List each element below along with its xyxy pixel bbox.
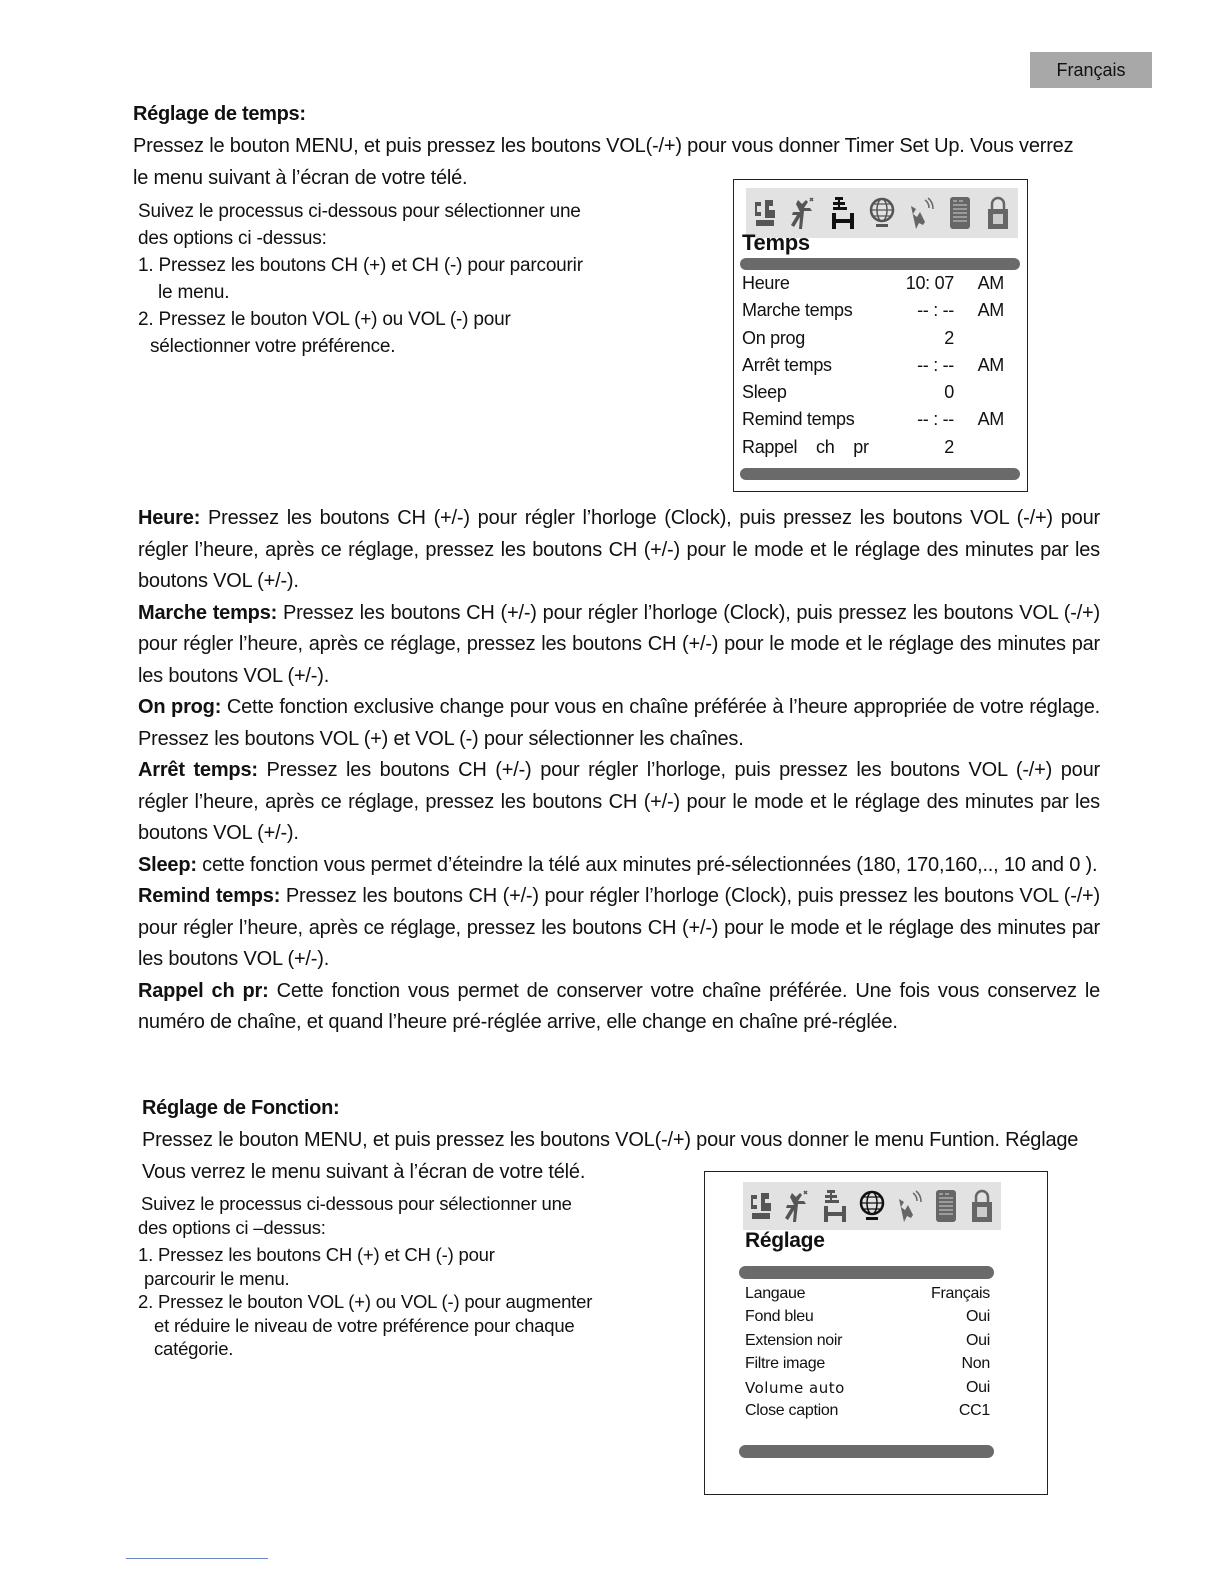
- timer-icon: [828, 193, 858, 233]
- osd-title: Temps: [742, 230, 810, 255]
- desc-text: cette fonction vous permet d’éteindre la télé aux minutes pré-sélectionnées (180, 170,160,.., 10 and 0 ).: [196, 853, 1098, 876]
- row-value: 10: 07: [905, 273, 954, 293]
- desc-item: [138, 881, 1100, 976]
- menu-top-bar: [739, 1266, 994, 1279]
- step-text: 1. Pressez les boutons CH (+) et CH (-) pour parcourir: [138, 255, 583, 276]
- remote-icon: [931, 1186, 961, 1226]
- row-label: Rappel ch pr: [742, 436, 869, 457]
- step-text: 2. Pressez le bouton VOL (+) ou VOL (-) pour augmenter: [138, 1291, 593, 1312]
- row-label: On prog: [742, 327, 805, 348]
- row-value: -- : --: [917, 300, 954, 321]
- sound-icon: [783, 1186, 813, 1226]
- function-descriptions: [138, 503, 1100, 1039]
- desc-item: [138, 692, 1100, 755]
- desc-term: Heure:: [138, 507, 201, 529]
- row-value: CC1: [958, 1401, 990, 1419]
- osd-menu-temps: [733, 179, 1028, 492]
- section-title-function: Réglage de Fonction:: [142, 1097, 340, 1119]
- desc-term: Arrêt temps:: [138, 759, 258, 781]
- tuning-icon: [906, 193, 936, 233]
- row-label: Remind temps: [742, 409, 855, 430]
- row-value: Français: [931, 1285, 990, 1302]
- menu-row: [742, 355, 1004, 382]
- menu-top-bar: [740, 258, 1020, 270]
- desc-text: Cette fonction vous permet de conserver votre chaîne préférée. Une fois vous conservez le numéro de chaîne, et quand l’heure pré-réglée arrive, elle change en chaîne pré-réglée.: [138, 979, 1100, 1033]
- step-text: le menu.: [158, 282, 230, 303]
- menu-row: [745, 1308, 990, 1331]
- section2-steps: [138, 1192, 592, 1361]
- menu-row: [742, 409, 1004, 436]
- desc-term: On prog:: [138, 696, 222, 718]
- menu-row: [742, 328, 1004, 355]
- remote-icon: [945, 193, 975, 233]
- osd-menu-reglage: [704, 1171, 1048, 1495]
- menu-icon-row: [743, 1182, 1001, 1230]
- desc-term: Sleep:: [138, 853, 197, 876]
- row-suffix: AM: [977, 409, 1004, 430]
- desc-text: Pressez les boutons CH (+/-) pour régler l’horloge (Clock), puis pressez les boutons VOL (-/+) pour régler l’heure, après ce réglage, pressez les boutons CH (+/-) pour le mode et le réglage des minutes par les boutons VOL (+/-).: [138, 885, 1100, 970]
- menu-row: [742, 273, 1004, 300]
- section2-intro-line2: Vous verrez le menu suivant à l’écran de votre télé.: [142, 1161, 586, 1183]
- step-text: catégorie.: [154, 1338, 234, 1359]
- menu-row: [742, 437, 1004, 464]
- row-label: Heure: [742, 273, 790, 293]
- section2-intro-line1: Pressez le bouton MENU, et puis pressez les boutons VOL(-/+) pour vous donner le menu Funtion. Réglage: [142, 1129, 1079, 1151]
- section-title-timer: Réglage de temps:: [133, 103, 306, 125]
- picture-icon: [746, 1186, 776, 1226]
- row-value: -- : --: [917, 354, 954, 375]
- row-value: 0: [944, 382, 954, 403]
- step-text: 1. Pressez les boutons CH (+) et CH (-) pour: [138, 1244, 495, 1265]
- section1-intro-line2: le menu suivant à l’écran de votre télé.: [133, 167, 468, 189]
- desc-text: Pressez les boutons CH (+/-) pour régler l’horloge (Clock), puis pressez les boutons VOL (-/+) pour régler l’heure, après ce réglage, pressez les boutons CH (+/-) pour le mode et le réglage des minutes par les boutons VOL (+/-).: [138, 507, 1100, 592]
- section1-intro-line1: Pressez le bouton MENU, et puis pressez les boutons VOL(-/+) pour vous donner Timer Set Up. Vous verrez: [133, 135, 1074, 157]
- step-text: 2. Pressez le bouton VOL (+) ou VOL (-) pour: [138, 309, 511, 330]
- step-text: sélectionner votre préférence.: [150, 336, 396, 357]
- menu-row: [745, 1379, 990, 1402]
- globe-icon: [857, 1186, 887, 1226]
- row-value: Oui: [966, 1331, 990, 1349]
- row-value: Oui: [966, 1308, 990, 1326]
- step-text: Suivez le processus ci-dessous pour sélectionner une: [141, 1193, 572, 1214]
- lock-icon: [967, 1186, 997, 1226]
- menu-row: [742, 382, 1004, 409]
- row-label: Langaue: [745, 1285, 806, 1302]
- row-label: Volume auto: [745, 1378, 845, 1397]
- row-value: -- : --: [917, 409, 954, 430]
- menu-bottom-bar: [739, 1445, 994, 1458]
- step-text: des options ci -dessus:: [138, 228, 327, 249]
- row-label: Close caption: [745, 1401, 839, 1419]
- menu-row: [742, 300, 1004, 327]
- tuning-icon: [894, 1186, 924, 1226]
- row-value: Non: [961, 1355, 990, 1373]
- menu-bottom-bar: [740, 468, 1020, 480]
- row-label: Arrêt temps: [742, 354, 832, 375]
- desc-item: [138, 503, 1100, 598]
- step-text: des options ci –dessus:: [138, 1216, 326, 1238]
- picture-icon: [750, 193, 780, 233]
- menu-row: [745, 1402, 990, 1425]
- desc-term: Marche temps:: [138, 601, 278, 624]
- step-text: parcourir le menu.: [144, 1267, 290, 1289]
- globe-icon: [867, 193, 897, 233]
- menu-row: [745, 1355, 990, 1378]
- desc-text: Cette fonction exclusive change pour vous en chaîne préférée à l’heure appropriée de votre réglage. Pressez les boutons VOL (+) et VOL (-) pour sélectionner les chaînes.: [138, 696, 1100, 750]
- step-text: et réduire le niveau de votre préférence pour chaque: [154, 1314, 575, 1336]
- timer-icon: [820, 1186, 850, 1226]
- row-value: 2: [944, 436, 954, 457]
- osd-rows: [745, 1285, 990, 1425]
- menu-row: [745, 1332, 990, 1355]
- sound-icon: [789, 193, 819, 233]
- row-label: Marche temps: [742, 300, 853, 321]
- desc-text: Pressez les boutons CH (+/-) pour régler l’horloge, puis pressez les boutons VOL (-/+) pour régler l’heure, après ce réglage, pressez les boutons CH (+/-) pour le mode et le réglage des minutes par les boutons VOL (+/-).: [138, 759, 1100, 844]
- osd-title: Réglage: [745, 1229, 825, 1252]
- desc-item: [138, 755, 1100, 850]
- section1-steps: [138, 198, 583, 360]
- desc-item: [138, 598, 1100, 693]
- desc-term: Remind temps:: [138, 885, 281, 907]
- row-label: Fond bleu: [745, 1308, 814, 1326]
- step-text: Suivez le processus ci-dessous pour sélectionner une: [138, 201, 581, 222]
- desc-item: [138, 976, 1100, 1039]
- row-label: Filtre image: [745, 1355, 825, 1373]
- desc-item: [138, 850, 1100, 882]
- language-tab: Français: [1030, 52, 1152, 88]
- lock-icon: [983, 193, 1013, 233]
- row-label: Sleep: [742, 382, 787, 403]
- menu-row: [745, 1285, 990, 1308]
- row-suffix: AM: [977, 354, 1004, 375]
- row-value: 2: [944, 327, 954, 348]
- row-label: Extension noir: [745, 1331, 843, 1349]
- desc-text: Pressez les boutons CH (+/-) pour régler l’horloge (Clock), puis pressez les boutons VOL (-/+) pour régler l’heure, après ce réglage, pressez les boutons CH (+/-) pour le mode et le réglage des minutes par les boutons VOL (+/-).: [138, 601, 1100, 687]
- osd-rows: [742, 273, 1004, 464]
- desc-term: Rappel ch pr:: [138, 979, 269, 1002]
- row-suffix: AM: [977, 300, 1004, 321]
- footer-divider: [126, 1558, 268, 1559]
- row-suffix: AM: [977, 273, 1004, 293]
- row-value: Oui: [966, 1378, 990, 1396]
